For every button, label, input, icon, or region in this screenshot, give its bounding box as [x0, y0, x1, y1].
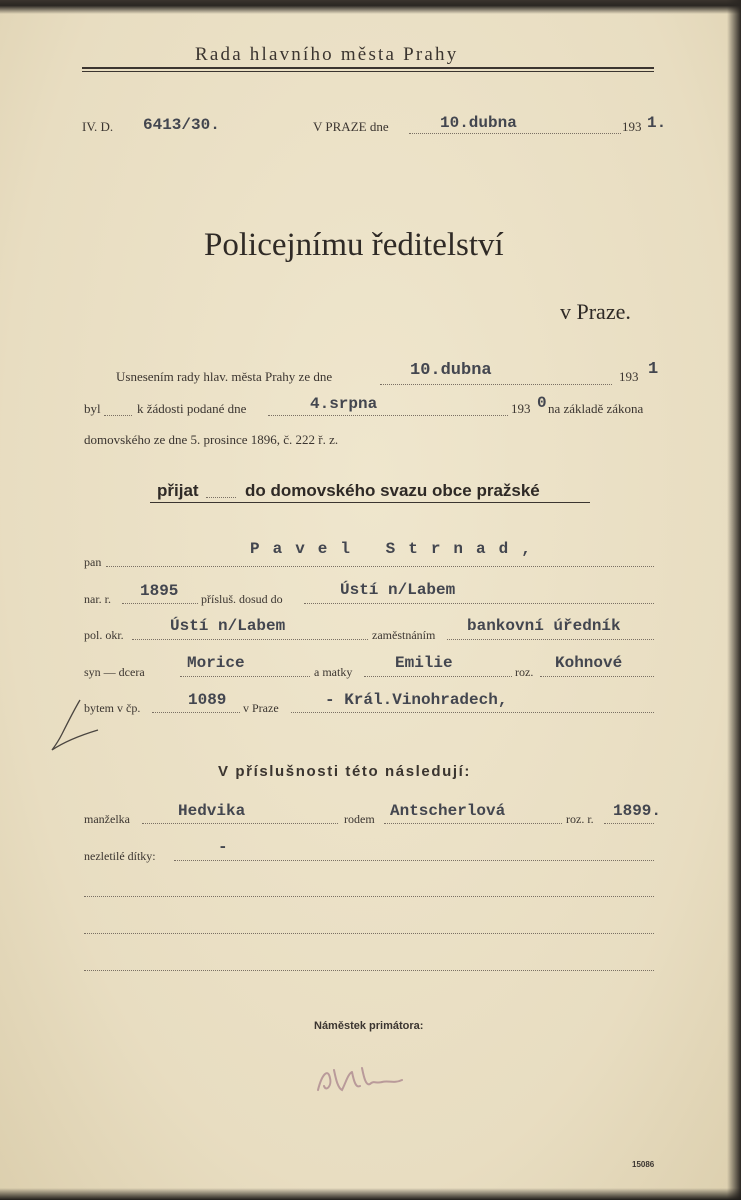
children-label: nezletilé dítky: [84, 849, 156, 863]
blank-line-2 [84, 933, 654, 934]
domicile: Ústí n/Labem [340, 581, 456, 599]
dots-wife-born [604, 823, 654, 824]
resolution-line2-byl: byl [84, 401, 101, 416]
addressee-city: v Praze. [560, 299, 631, 324]
resolution-line2-date: 4.srpna [310, 395, 378, 413]
district: Ústí n/Labem [170, 617, 286, 635]
year-prefix: 193 [622, 119, 642, 134]
date-dots [409, 133, 621, 134]
dots-father [180, 676, 310, 677]
dots-house [152, 712, 240, 713]
dots-children [174, 860, 654, 861]
dots-wife-maiden [384, 823, 562, 824]
form-number: 15086 [632, 1160, 655, 1169]
dots-line1 [380, 384, 612, 385]
residence-label: bytem v čp. [84, 701, 141, 715]
resolution-line2-year-prefix: 193 [511, 401, 531, 416]
paper-edge-bottom [0, 1188, 741, 1200]
reference-number: 6413/30. [143, 116, 220, 134]
pan-label: pan [84, 555, 102, 569]
paper-edge-top [0, 0, 741, 14]
header-rule-thick [82, 67, 654, 69]
dependents-heading: V příslušnosti této následují: [218, 763, 472, 780]
dots-byl [104, 415, 132, 416]
reference-prefix: IV. D. [82, 119, 114, 134]
born-year: 1895 [140, 582, 179, 600]
signature-label: Náměstek primátora: [314, 1020, 424, 1032]
resolution-line1-date: 10.dubna [410, 361, 492, 380]
pencil-check-mark [44, 696, 104, 756]
dots-born [122, 603, 198, 604]
dots-residence [291, 712, 654, 713]
mother-label: a matky [314, 665, 353, 679]
blank-line-3 [84, 970, 654, 971]
dots-mother [364, 676, 512, 677]
resolution-line1-label: Usnesením rady hlav. města Prahy ze dne [116, 369, 333, 384]
residence-district: - Král.Vinohradech, [325, 691, 508, 709]
district-label: pol. okr. [84, 628, 124, 642]
blank-line-1 [84, 896, 654, 897]
admission-status: přijat [157, 481, 199, 500]
dots-domicile [304, 603, 654, 604]
wife-label: manželka [84, 812, 130, 826]
domicile-label: přísluš. dosud do [201, 592, 283, 606]
person-name: Pavel Strnad, [250, 540, 544, 558]
wife-born-label: roz. r. [566, 812, 594, 826]
born-label: nar. r. [84, 592, 111, 606]
dots-line2 [268, 415, 508, 416]
resolution-line2-label: k žádosti podané dne [137, 401, 247, 416]
mother-maiden-name: Kohnové [555, 654, 623, 672]
dots-name [106, 566, 654, 567]
dots-wife [142, 823, 338, 824]
institution-header: Rada hlavního města Prahy [195, 44, 459, 65]
house-number: 1089 [188, 691, 227, 709]
child-label: syn — dcera [84, 665, 145, 679]
admission-underline [150, 502, 590, 503]
dots-district [132, 639, 368, 640]
resolution-line2-tail: na základě zákona [548, 401, 644, 416]
wife-maiden-label: rodem [344, 812, 375, 826]
document-title: Policejnímu ředitelství [204, 227, 504, 263]
mother-maiden-label: roz. [515, 665, 534, 679]
reference-date: 10.dubna [440, 114, 517, 132]
resolution-line3: domovského ze dne 5. prosince 1896, č. 222 ř. z. [84, 432, 339, 447]
wife-born-year: 1899. [613, 802, 662, 820]
resolution-line1-year-prefix: 193 [619, 369, 639, 384]
header-rule-thin [82, 71, 654, 72]
father-name: Morice [187, 654, 245, 672]
children-value: - [218, 838, 228, 856]
dots-occupation [447, 639, 654, 640]
place-date-label: V PRAZE dne [313, 119, 389, 134]
mother-name: Emilie [395, 654, 453, 672]
resolution-line2-year-suffix: 0 [537, 394, 547, 412]
dots-admission [206, 497, 236, 498]
handwritten-signature [312, 1060, 412, 1100]
year-suffix: 1. [647, 114, 667, 132]
in-prague-label: v Praze [243, 701, 279, 715]
wife-name: Hedvika [178, 802, 246, 820]
occupation-label: zaměstnáním [372, 628, 436, 642]
resolution-line1-year-suffix: 1 [648, 360, 659, 379]
admission-text: do domovského svazu obce pražské [245, 481, 540, 500]
occupation: bankovní úředník [467, 617, 621, 635]
dots-maiden [540, 676, 654, 677]
paper-edge-right [727, 0, 741, 1200]
wife-maiden-name: Antscherlová [390, 802, 506, 820]
